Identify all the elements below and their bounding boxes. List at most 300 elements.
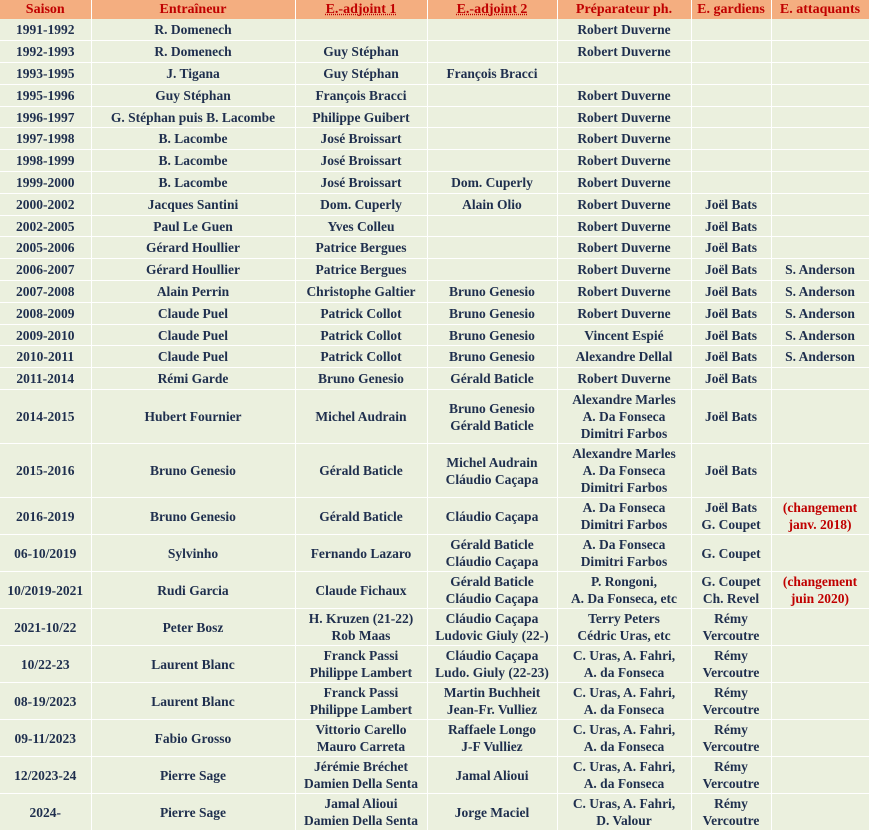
gardiens-cell bbox=[691, 106, 771, 128]
adjoint-1-cell bbox=[295, 757, 427, 794]
saison-cell: 1997-1998 bbox=[0, 128, 91, 150]
header-adjoint-1: E.-adjoint 1 bbox=[295, 0, 427, 19]
gardiens-cell bbox=[691, 757, 771, 794]
adjoint-1-cell bbox=[295, 646, 427, 683]
entraineur-cell bbox=[91, 259, 295, 281]
table-row bbox=[0, 683, 869, 720]
gardiens-cell bbox=[691, 41, 771, 63]
cell-line: Robert Duverne bbox=[577, 218, 671, 234]
table-row bbox=[0, 84, 869, 106]
attaquants-cell bbox=[771, 720, 869, 757]
cell-line: Michel Audrain bbox=[446, 454, 538, 470]
cell-line: Gérald Baticle bbox=[450, 574, 534, 590]
cell-line: A. da Fonseca bbox=[583, 702, 665, 718]
cell-line: Claude Fichaux bbox=[315, 582, 407, 598]
entraineur-cell bbox=[91, 535, 295, 572]
attaquants-cell bbox=[771, 302, 869, 324]
gardiens-cell bbox=[691, 324, 771, 346]
gardiens-cell bbox=[691, 84, 771, 106]
cell-line: Robert Duverne bbox=[577, 283, 671, 299]
table-row bbox=[0, 302, 869, 324]
entraineur-cell bbox=[91, 63, 295, 85]
cell-line: Vercoutre bbox=[702, 776, 760, 792]
adjoint-2-cell bbox=[427, 368, 557, 390]
saison-cell: 1999-2000 bbox=[0, 172, 91, 194]
cell-line: Robert Duverne bbox=[577, 22, 671, 38]
saison-cell: 10/22-23 bbox=[0, 646, 91, 683]
gardiens-cell bbox=[691, 498, 771, 535]
entraineur-cell bbox=[91, 324, 295, 346]
cell-line: Cláudio Caçapa bbox=[445, 554, 539, 570]
cell-line: Jamal Alioui bbox=[324, 796, 398, 812]
preparateur-cell bbox=[557, 444, 691, 498]
cell-line: S. Anderson bbox=[785, 349, 855, 365]
cell-line: Gérald Baticle bbox=[450, 417, 534, 433]
saison-cell: 1995-1996 bbox=[0, 84, 91, 106]
preparateur-cell bbox=[557, 84, 691, 106]
cell-line: Joël Bats bbox=[704, 305, 758, 321]
cell-line: Gérard Houllier bbox=[145, 240, 241, 256]
cell-line: Robert Duverne bbox=[577, 174, 671, 190]
adjoint-2-cell bbox=[427, 609, 557, 646]
adjoint-1-cell bbox=[295, 498, 427, 535]
cell-line: Vercoutre bbox=[702, 739, 760, 755]
cell-line: J. Tigana bbox=[166, 65, 220, 81]
table-body bbox=[0, 19, 869, 831]
entraineur-cell bbox=[91, 368, 295, 390]
gardiens-cell bbox=[691, 572, 771, 609]
attaquants-cell bbox=[771, 646, 869, 683]
adjoint-2-cell bbox=[427, 193, 557, 215]
adjoint-1-cell bbox=[295, 215, 427, 237]
attaquants-cell bbox=[771, 259, 869, 281]
adjoint-1-cell bbox=[295, 444, 427, 498]
adjoint-1-cell bbox=[295, 683, 427, 720]
cell-line: Joël Bats bbox=[704, 327, 758, 343]
saison-cell: 2010-2011 bbox=[0, 346, 91, 368]
adjoint-1-cell bbox=[295, 535, 427, 572]
cell-line: Bruno Genesio bbox=[449, 327, 535, 343]
adjoint-2-cell bbox=[427, 302, 557, 324]
cell-line: Martin Buchheit bbox=[443, 685, 541, 701]
adjoint-1-cell bbox=[295, 193, 427, 215]
adjoint-2-cell bbox=[427, 172, 557, 194]
cell-line: Patrice Bergues bbox=[315, 262, 407, 278]
adjoint-2-cell bbox=[427, 346, 557, 368]
preparateur-cell bbox=[557, 302, 691, 324]
cell-line: R. Domenech bbox=[154, 44, 232, 60]
table-row bbox=[0, 193, 869, 215]
preparateur-cell bbox=[557, 41, 691, 63]
adjoint-2-cell bbox=[427, 444, 557, 498]
adjoint-2-cell bbox=[427, 535, 557, 572]
adjoint-2-cell bbox=[427, 150, 557, 172]
adjoint-1-cell bbox=[295, 720, 427, 757]
gardiens-cell bbox=[691, 281, 771, 303]
entraineur-cell bbox=[91, 106, 295, 128]
attaquants-cell bbox=[771, 444, 869, 498]
cell-line: Vincent Espié bbox=[584, 327, 664, 343]
cell-line: Hubert Fournier bbox=[144, 409, 242, 425]
adjoint-1-cell bbox=[295, 794, 427, 831]
cell-line: Christophe Galtier bbox=[306, 283, 416, 299]
saison-cell: 2021-10/22 bbox=[0, 609, 91, 646]
entraineur-cell bbox=[91, 19, 295, 41]
cell-line: Ludo. Giuly (22-23) bbox=[435, 665, 549, 681]
cell-line: Laurent Blanc bbox=[151, 693, 235, 709]
cell-line: Rémy bbox=[714, 796, 748, 812]
cell-line: Rémi Garde bbox=[157, 371, 229, 387]
saison-cell: 1993-1995 bbox=[0, 63, 91, 85]
adjoint-2-cell bbox=[427, 324, 557, 346]
entraineur-cell bbox=[91, 444, 295, 498]
adjoint-1-cell bbox=[295, 150, 427, 172]
preparateur-cell bbox=[557, 609, 691, 646]
adjoint-1-cell bbox=[295, 63, 427, 85]
cell-line: Alexandre Marles bbox=[572, 446, 676, 462]
cell-line: Patrick Collot bbox=[320, 349, 402, 365]
entraineur-cell bbox=[91, 281, 295, 303]
cell-line: Alexandre Dellal bbox=[575, 349, 673, 365]
cell-line: S. Anderson bbox=[785, 305, 855, 321]
cell-line: Robert Duverne bbox=[577, 87, 671, 103]
cell-line: Patrice Bergues bbox=[315, 240, 407, 256]
entraineur-cell bbox=[91, 720, 295, 757]
saison-cell: 1991-1992 bbox=[0, 19, 91, 41]
cell-line: Patrick Collot bbox=[320, 305, 402, 321]
attaquants-cell bbox=[771, 609, 869, 646]
cell-line: Ludovic Giuly (22-) bbox=[435, 628, 549, 644]
adjoint-2-cell bbox=[427, 237, 557, 259]
preparateur-cell bbox=[557, 646, 691, 683]
cell-line: Dimitri Farbos bbox=[580, 426, 668, 442]
cell-line: G. Coupet bbox=[701, 517, 761, 533]
adjoint-1-cell bbox=[295, 368, 427, 390]
cell-line: Pierre Sage bbox=[159, 804, 227, 820]
cell-line: Bruno Genesio bbox=[449, 283, 535, 299]
cell-line: A. da Fonseca bbox=[583, 776, 665, 792]
preparateur-cell bbox=[557, 683, 691, 720]
cell-line: Robert Duverne bbox=[577, 262, 671, 278]
gardiens-cell bbox=[691, 193, 771, 215]
attaquants-cell bbox=[771, 128, 869, 150]
adjoint-1-cell bbox=[295, 172, 427, 194]
adjoint-2-cell bbox=[427, 41, 557, 63]
gardiens-cell bbox=[691, 259, 771, 281]
preparateur-cell bbox=[557, 150, 691, 172]
cell-line: Jérémie Bréchet bbox=[313, 759, 409, 775]
cell-line: Rob Maas bbox=[331, 628, 391, 644]
cell-line: A. Da Fonseca bbox=[582, 409, 666, 425]
table-row bbox=[0, 324, 869, 346]
header-entraineur: Entraîneur bbox=[91, 0, 295, 19]
cell-line: Dom. Cuperly bbox=[451, 174, 533, 190]
cell-line: Gérald Baticle bbox=[319, 463, 403, 479]
cell-line: Bruno Genesio bbox=[150, 508, 236, 524]
attaquants-cell bbox=[771, 346, 869, 368]
cell-line: B. Lacombe bbox=[158, 174, 228, 190]
table-row bbox=[0, 390, 869, 444]
cell-line: Sylvinho bbox=[167, 545, 219, 561]
entraineur-cell bbox=[91, 84, 295, 106]
cell-line: Franck Passi bbox=[323, 648, 399, 664]
cell-line: Jamal Alioui bbox=[455, 767, 529, 783]
entraineur-cell bbox=[91, 346, 295, 368]
table-row bbox=[0, 498, 869, 535]
preparateur-cell bbox=[557, 794, 691, 831]
cell-line: Vercoutre bbox=[702, 665, 760, 681]
cell-line: Philippe Lambert bbox=[309, 702, 413, 718]
attaquants-cell bbox=[771, 683, 869, 720]
preparateur-cell bbox=[557, 259, 691, 281]
saison-cell: 12/2023-24 bbox=[0, 757, 91, 794]
attaquants-cell bbox=[771, 498, 869, 535]
cell-line: Gérard Houllier bbox=[145, 262, 241, 278]
saison-cell: 09-11/2023 bbox=[0, 720, 91, 757]
cell-line: François Bracci bbox=[315, 87, 407, 103]
cell-line: José Broissart bbox=[320, 174, 402, 190]
cell-line: Alain Olio bbox=[462, 196, 522, 212]
preparateur-cell bbox=[557, 19, 691, 41]
preparateur-cell bbox=[557, 390, 691, 444]
cell-line: A. da Fonseca bbox=[583, 665, 665, 681]
cell-line: Cláudio Caçapa bbox=[445, 611, 539, 627]
gardiens-cell bbox=[691, 19, 771, 41]
saison-cell: 2016-2019 bbox=[0, 498, 91, 535]
saison-cell: 2008-2009 bbox=[0, 302, 91, 324]
adjoint-2-cell bbox=[427, 683, 557, 720]
cell-line: A. Da Fonseca bbox=[582, 463, 666, 479]
cell-line: Dom. Cuperly bbox=[320, 196, 402, 212]
preparateur-cell bbox=[557, 324, 691, 346]
cell-line: Jorge Maciel bbox=[454, 804, 530, 820]
cell-line: Joël Bats bbox=[704, 349, 758, 365]
cell-line: C. Uras, A. Fahri, bbox=[572, 685, 676, 701]
adjoint-2-cell bbox=[427, 646, 557, 683]
adjoint-2-cell bbox=[427, 390, 557, 444]
adjoint-2-cell bbox=[427, 572, 557, 609]
gardiens-cell bbox=[691, 302, 771, 324]
cell-line: Joël Bats bbox=[704, 409, 758, 425]
cell-line: Robert Duverne bbox=[577, 109, 671, 125]
cell-line: François Bracci bbox=[446, 65, 538, 81]
attaquants-cell bbox=[771, 324, 869, 346]
adjoint-1-cell bbox=[295, 281, 427, 303]
table-row bbox=[0, 19, 869, 41]
saison-cell: 2024- bbox=[0, 794, 91, 831]
cell-line: Vittorio Carello bbox=[315, 722, 407, 738]
attaquants-cell bbox=[771, 41, 869, 63]
cell-line: Ch. Revel bbox=[702, 591, 760, 607]
cell-line: Joël Bats bbox=[704, 262, 758, 278]
cell-line: Joël Bats bbox=[704, 283, 758, 299]
table-row bbox=[0, 444, 869, 498]
cell-line: Claude Puel bbox=[157, 305, 229, 321]
cell-line: Peter Bosz bbox=[162, 619, 224, 635]
cell-line: Bruno Genesio bbox=[449, 305, 535, 321]
saison-cell: 1996-1997 bbox=[0, 106, 91, 128]
cell-line: S. Anderson bbox=[785, 283, 855, 299]
adjoint-2-cell bbox=[427, 106, 557, 128]
entraineur-cell bbox=[91, 302, 295, 324]
cell-line: Damien Della Senta bbox=[304, 813, 418, 829]
cell-line: Fabio Grosso bbox=[154, 730, 232, 746]
cell-line: Vercoutre bbox=[702, 628, 760, 644]
cell-line: Fernando Lazaro bbox=[310, 545, 412, 561]
adjoint-2-cell bbox=[427, 498, 557, 535]
adjoint-2-cell bbox=[427, 757, 557, 794]
table-row bbox=[0, 41, 869, 63]
cell-line: Gérald Baticle bbox=[319, 508, 403, 524]
table-row bbox=[0, 63, 869, 85]
preparateur-cell bbox=[557, 281, 691, 303]
header-gardiens: E. gardiens bbox=[691, 0, 771, 19]
entraineur-cell bbox=[91, 572, 295, 609]
cell-line: B. Lacombe bbox=[158, 131, 228, 147]
preparateur-cell bbox=[557, 215, 691, 237]
adjoint-2-cell bbox=[427, 215, 557, 237]
cell-line: Robert Duverne bbox=[577, 153, 671, 169]
cell-line: Rémy bbox=[714, 722, 748, 738]
adjoint-2-cell bbox=[427, 259, 557, 281]
cell-line: Robert Duverne bbox=[577, 131, 671, 147]
header-preparateur: Préparateur ph. bbox=[557, 0, 691, 19]
cell-line: Joël Bats bbox=[704, 371, 758, 387]
attaquants-cell bbox=[771, 572, 869, 609]
cell-line: Rémy bbox=[714, 648, 748, 664]
cell-line: Guy Stéphan bbox=[323, 44, 399, 60]
cell-line: A. Da Fonseca, etc bbox=[570, 591, 678, 607]
table-row bbox=[0, 757, 869, 794]
header-adjoint-2: E.-adjoint 2 bbox=[427, 0, 557, 19]
table-row bbox=[0, 572, 869, 609]
table-row bbox=[0, 106, 869, 128]
cell-line: Pierre Sage bbox=[159, 767, 227, 783]
preparateur-cell bbox=[557, 193, 691, 215]
cell-line: Cláudio Caçapa bbox=[445, 471, 539, 487]
gardiens-cell bbox=[691, 368, 771, 390]
cell-line: S. Anderson bbox=[785, 262, 855, 278]
cell-line: J-F Vulliez bbox=[461, 739, 523, 755]
cell-line: Dimitri Farbos bbox=[580, 517, 668, 533]
cell-line: Philippe Lambert bbox=[309, 665, 413, 681]
cell-line: Robert Duverne bbox=[577, 305, 671, 321]
attaquants-cell bbox=[771, 390, 869, 444]
cell-line: C. Uras, A. Fahri, bbox=[572, 722, 676, 738]
table-row bbox=[0, 535, 869, 572]
saison-cell: 06-10/2019 bbox=[0, 535, 91, 572]
table-row bbox=[0, 368, 869, 390]
adjoint-2-cell bbox=[427, 63, 557, 85]
gardiens-cell bbox=[691, 128, 771, 150]
saison-cell: 2002-2005 bbox=[0, 215, 91, 237]
cell-line: Cláudio Caçapa bbox=[445, 648, 539, 664]
saison-cell: 2000-2002 bbox=[0, 193, 91, 215]
cell-line: José Broissart bbox=[320, 153, 402, 169]
cell-line: Claude Puel bbox=[157, 327, 229, 343]
gardiens-cell bbox=[691, 150, 771, 172]
entraineur-cell bbox=[91, 150, 295, 172]
cell-line: P. Rongoni, bbox=[591, 574, 657, 590]
entraineur-cell bbox=[91, 794, 295, 831]
gardiens-cell bbox=[691, 346, 771, 368]
cell-line: R. Domenech bbox=[154, 22, 232, 38]
table-row bbox=[0, 259, 869, 281]
preparateur-cell bbox=[557, 757, 691, 794]
adjoint-2-cell bbox=[427, 128, 557, 150]
adjoint-1-cell bbox=[295, 302, 427, 324]
attaquants-cell bbox=[771, 106, 869, 128]
cell-line: Yves Colleu bbox=[327, 218, 395, 234]
gardiens-cell bbox=[691, 720, 771, 757]
cell-line: A. da Fonseca bbox=[583, 739, 665, 755]
attaquants-cell bbox=[771, 19, 869, 41]
cell-line: Jacques Santini bbox=[147, 196, 239, 212]
cell-line: Joël Bats bbox=[704, 196, 758, 212]
cell-line: Joël Bats bbox=[704, 500, 758, 516]
gardiens-cell bbox=[691, 63, 771, 85]
adjoint-2-cell bbox=[427, 281, 557, 303]
entraineur-cell bbox=[91, 41, 295, 63]
attaquants-cell bbox=[771, 63, 869, 85]
cell-line: Robert Duverne bbox=[577, 371, 671, 387]
cell-line: Rémy bbox=[714, 759, 748, 775]
cell-line: S. Anderson bbox=[785, 327, 855, 343]
adjoint-2-cell bbox=[427, 84, 557, 106]
preparateur-cell bbox=[557, 106, 691, 128]
gardiens-cell bbox=[691, 215, 771, 237]
cell-line: Terry Peters bbox=[588, 611, 660, 627]
saison-cell: 2015-2016 bbox=[0, 444, 91, 498]
attaquants-cell bbox=[771, 193, 869, 215]
gardiens-cell bbox=[691, 390, 771, 444]
adjoint-1-cell bbox=[295, 106, 427, 128]
cell-line: B. Lacombe bbox=[158, 153, 228, 169]
cell-line: Damien Della Senta bbox=[304, 776, 418, 792]
cell-line: Bruno Genesio bbox=[449, 400, 535, 416]
cell-line: Robert Duverne bbox=[577, 196, 671, 212]
saison-cell: 1992-1993 bbox=[0, 41, 91, 63]
cell-line: José Broissart bbox=[320, 131, 402, 147]
preparateur-cell bbox=[557, 128, 691, 150]
entraineur-cell bbox=[91, 237, 295, 259]
preparateur-cell bbox=[557, 172, 691, 194]
gardiens-cell bbox=[691, 444, 771, 498]
gardiens-cell bbox=[691, 683, 771, 720]
entraineur-cell bbox=[91, 498, 295, 535]
header-saison: Saison bbox=[0, 0, 91, 19]
cell-line: Guy Stéphan bbox=[323, 65, 399, 81]
cell-line: Alain Perrin bbox=[156, 283, 230, 299]
cell-line: Mauro Carreta bbox=[316, 739, 406, 755]
table-row bbox=[0, 172, 869, 194]
preparateur-cell bbox=[557, 720, 691, 757]
saison-cell: 2005-2006 bbox=[0, 237, 91, 259]
attaquants-cell bbox=[771, 172, 869, 194]
cell-line: Vercoutre bbox=[702, 813, 760, 829]
gardiens-cell bbox=[691, 237, 771, 259]
entraineur-cell bbox=[91, 172, 295, 194]
adjoint-1-cell bbox=[295, 259, 427, 281]
cell-line: Joël Bats bbox=[704, 218, 758, 234]
gardiens-cell bbox=[691, 172, 771, 194]
cell-line: Bruno Genesio bbox=[449, 349, 535, 365]
cell-line: Gérald Baticle bbox=[450, 371, 534, 387]
adjoint-2-cell bbox=[427, 720, 557, 757]
cell-line: G. Coupet bbox=[701, 545, 761, 561]
cell-line: Laurent Blanc bbox=[151, 656, 235, 672]
attaquants-cell bbox=[771, 84, 869, 106]
